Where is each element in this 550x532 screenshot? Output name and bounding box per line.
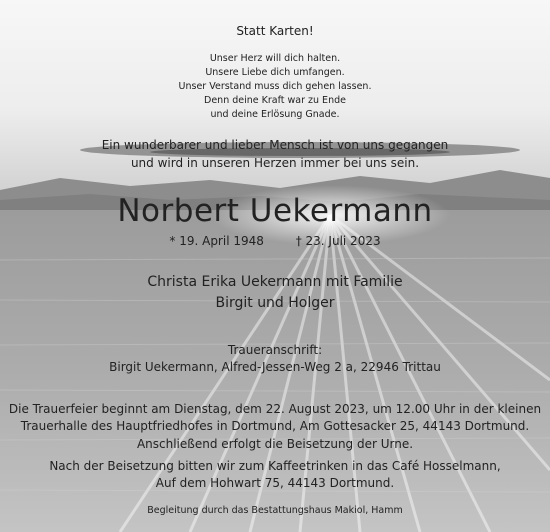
deceased-name: Norbert Uekermann [117,193,433,229]
address-value: Birgit Uekermann, Alfred-Jessen-Weg 2 a, 22946 Trittau [109,360,441,374]
death-date: † 23. Juli 2023 [295,234,381,248]
ceremony-line: Anschließend erfolgt die Beisetzung der Urne. [136,437,414,451]
tribute-line: Ein wunderbarer und lieber Mensch ist von uns gegangen [101,138,449,152]
mourner-line: Birgit und Holger [215,295,335,311]
ceremony-line: Trauerhalle des Hauptfriedhofes in Dortmund, Am Gottesacker 25, 44143 Dortmund. [20,419,530,433]
ceremony-line: Auf dem Hohwart 75, 44143 Dortmund. [155,476,395,490]
life-dates [0,234,550,248]
poem-line: Unser Verstand muss dich gehen lassen. [178,81,372,92]
notice-title: Statt Karten! [236,24,314,38]
poem-line: Unsere Liebe dich umfangen. [205,67,345,78]
poem-line: Denn deine Kraft war zu Ende [204,95,346,106]
ceremony-line: Die Trauerfeier beginnt am Dienstag, dem 22. August 2023, um 12.00 Uhr in der kleinen [8,402,542,416]
mourner-line: Christa Erika Uekermann mit Familie [147,274,403,290]
address-label: Traueranschrift: [227,343,323,357]
ceremony-line: Nach der Beisetzung bitten wir zum Kaffeetrinken in das Café Hosselmann, [49,459,501,473]
undertaker-credit: Begleitung durch das Bestattungshaus Makiol, Hamm [147,505,403,516]
poem-line: und deine Erlösung Gnade. [210,109,340,120]
poem-line: Unser Herz will dich halten. [209,53,341,64]
tribute-line: und wird in unseren Herzen immer bei uns sein. [130,156,420,170]
birth-date: * 19. April 1948 [169,234,264,248]
